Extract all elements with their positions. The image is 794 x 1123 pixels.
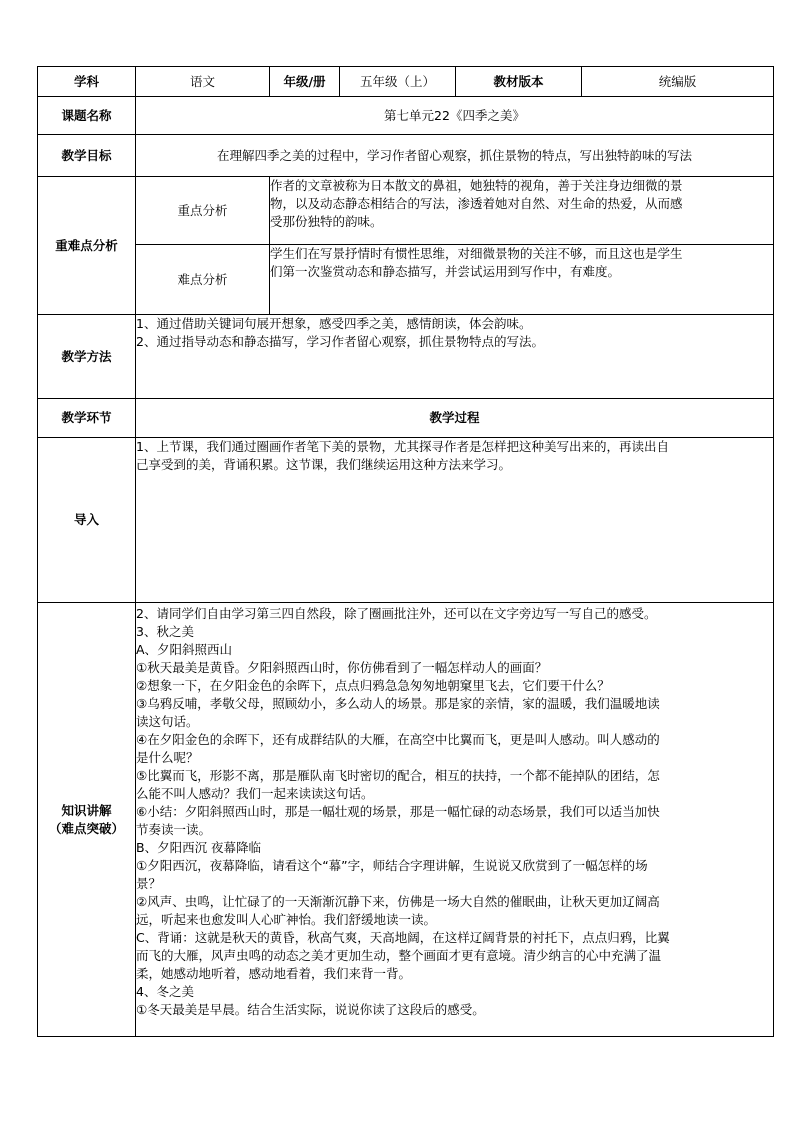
knowledge-line: ①秋天最美是黄昏。夕阳斜照西山时，你仿佛看到了一幅怎样动人的画面？ bbox=[136, 660, 548, 675]
knowledge-line: ⑤比翼而飞，形影不离，那是雁队南飞时密切的配合，相互的扶持，一个都不能掉队的团结，怎 bbox=[136, 768, 660, 783]
intro-label: 导入 bbox=[38, 438, 136, 603]
knowledge-line: ④在夕阳金色的余晖下，还有成群结队的大雁，在高空中比翼而飞，更是叫人感动。叫人感动的 bbox=[136, 732, 660, 747]
knowledge-line: 远，听起来也愈发叫人心旷神怡。我们舒缓地读一读。 bbox=[136, 912, 437, 927]
knowledge-line: ②想象一下，在夕阳金色的余晖下，点点归鸦急急匆匆地朝窠里飞去，它们要干什么？ bbox=[136, 678, 610, 693]
knowledge-line: 节奏读一读。 bbox=[136, 822, 212, 837]
teaching-goal-label: 教学目标 bbox=[38, 135, 136, 177]
teaching-goal-value: 在理解四季之美的过程中，学习作者留心观察，抓住景物的特点，写出独特韵味的写法 bbox=[136, 135, 774, 177]
title-row bbox=[38, 97, 774, 135]
lesson-plan-table bbox=[37, 66, 774, 1037]
difficulty-row bbox=[38, 245, 774, 315]
lesson-title-value: 第七单元22《四季之美》 bbox=[136, 97, 774, 135]
method-line: 1、通过借助关键词句展开想象，感受四季之美，感情朗读，体会韵味。 bbox=[136, 316, 532, 331]
knowledge-label bbox=[38, 603, 136, 1037]
process-header-row bbox=[38, 399, 774, 438]
teaching-method-label: 教学方法 bbox=[38, 315, 136, 399]
header-row bbox=[38, 67, 774, 97]
knowledge-line: ①冬天最美是早晨。结合生活实际，说说你读了这段后的感受。 bbox=[136, 1002, 485, 1017]
knowledge-content bbox=[136, 603, 774, 1037]
teaching-method-content bbox=[136, 315, 774, 399]
knowledge-line: ⑥小结：夕阳斜照西山时，那是一幅壮观的场景，那是一幅忙碌的动态场景，我们可以适当加快 bbox=[136, 804, 660, 819]
teaching-process-label: 教学过程 bbox=[136, 399, 774, 438]
key-point-row bbox=[38, 177, 774, 245]
lesson-title-label: 课题名称 bbox=[38, 97, 136, 135]
intro-row bbox=[38, 438, 774, 603]
key-point-content bbox=[270, 177, 774, 245]
knowledge-line: 4、冬之美 bbox=[136, 984, 194, 999]
knowledge-row bbox=[38, 603, 774, 1037]
edition-value: 统编版 bbox=[582, 67, 774, 97]
method-row bbox=[38, 315, 774, 399]
goal-row bbox=[38, 135, 774, 177]
knowledge-line: A、夕阳斜照西山 bbox=[136, 642, 233, 657]
key-point-line: 物，以及动态静态相结合的写法，渗透着她对自然、对生命的热爱，从而感 bbox=[270, 196, 683, 211]
knowledge-line: ①夕阳西沉，夜幕降临，请看这个“幕”字，师结合字理讲解，生说说又欣赏到了一幅怎样的场 bbox=[136, 858, 648, 873]
intro-content bbox=[136, 438, 774, 603]
knowledge-line: ②风声、虫鸣，让忙碌了的一天渐渐沉静下来，仿佛是一场大自然的催眠曲，让秋天更加辽阔高 bbox=[136, 894, 660, 909]
analysis-label: 重难点分析 bbox=[38, 177, 136, 315]
method-line: 2、通过指导动态和静态描写，学习作者留心观察，抓住景物特点的写法。 bbox=[136, 334, 544, 349]
knowledge-line: ③乌鸦反哺，孝敬父母，照顾幼小，多么动人的场景。那是家的亲情，家的温暖，我们温暖地读 bbox=[136, 696, 660, 711]
difficulty-line: 们第一次鉴赏动态和静态描写，并尝试运用到写作中，有难度。 bbox=[270, 264, 621, 279]
difficulty-line: 学生们在写景抒情时有惯性思维，对细微景物的关注不够，而且这也是学生 bbox=[270, 246, 683, 261]
key-point-line: 受那份独特的韵味。 bbox=[270, 214, 383, 229]
knowledge-line: 柔，她感动地听着，感动地看着，我们来背一背。 bbox=[136, 966, 412, 981]
knowledge-label-line1: 知识讲解 bbox=[61, 802, 112, 818]
subject-label: 学科 bbox=[38, 67, 136, 97]
subject-value: 语文 bbox=[136, 67, 270, 97]
knowledge-line: B、夕阳西沉 夜幕降临 bbox=[136, 840, 262, 855]
key-point-line: 作者的文章被称为日本散文的鼻祖，她独特的视角，善于关注身边细微的景 bbox=[270, 178, 683, 193]
knowledge-line: 而飞的大雁，风声虫鸣的动态之美才更加生动，整个画面才更有意境。清少纳言的心中充满了温 bbox=[136, 948, 662, 963]
edition-label: 教材版本 bbox=[456, 67, 582, 97]
difficulty-label: 难点分析 bbox=[136, 245, 270, 315]
teaching-stage-label: 教学环节 bbox=[38, 399, 136, 438]
knowledge-line: 景？ bbox=[136, 876, 162, 891]
knowledge-line: 3、秋之美 bbox=[136, 624, 194, 639]
difficulty-content bbox=[270, 245, 774, 315]
key-point-label: 重点分析 bbox=[136, 177, 270, 245]
knowledge-label-line2: （难点突破） bbox=[48, 820, 124, 836]
knowledge-line: 是什么呢？ bbox=[136, 750, 199, 765]
grade-label: 年级/册 bbox=[270, 67, 340, 97]
grade-value: 五年级（上） bbox=[340, 67, 456, 97]
knowledge-line: 么能不叫人感动？我们一起来读读这句话。 bbox=[136, 786, 374, 801]
knowledge-line: 读这句话。 bbox=[136, 714, 199, 729]
intro-line: 己享受到的美，背诵积累。这节课，我们继续运用这种方法来学习。 bbox=[136, 457, 512, 472]
knowledge-line: C、背诵：这就是秋天的黄昏，秋高气爽，天高地阔，在这样辽阔背景的衬托下，点点归鸦，比翼 bbox=[136, 930, 670, 945]
intro-line: 1、上节课，我们通过圈画作者笔下美的景物，尤其探寻作者是怎样把这种美写出来的，再读出自 bbox=[136, 439, 669, 454]
knowledge-line: 2、请同学们自由学习第三四自然段，除了圈画批注外，还可以在文字旁边写一写自己的感受。 bbox=[136, 606, 657, 621]
